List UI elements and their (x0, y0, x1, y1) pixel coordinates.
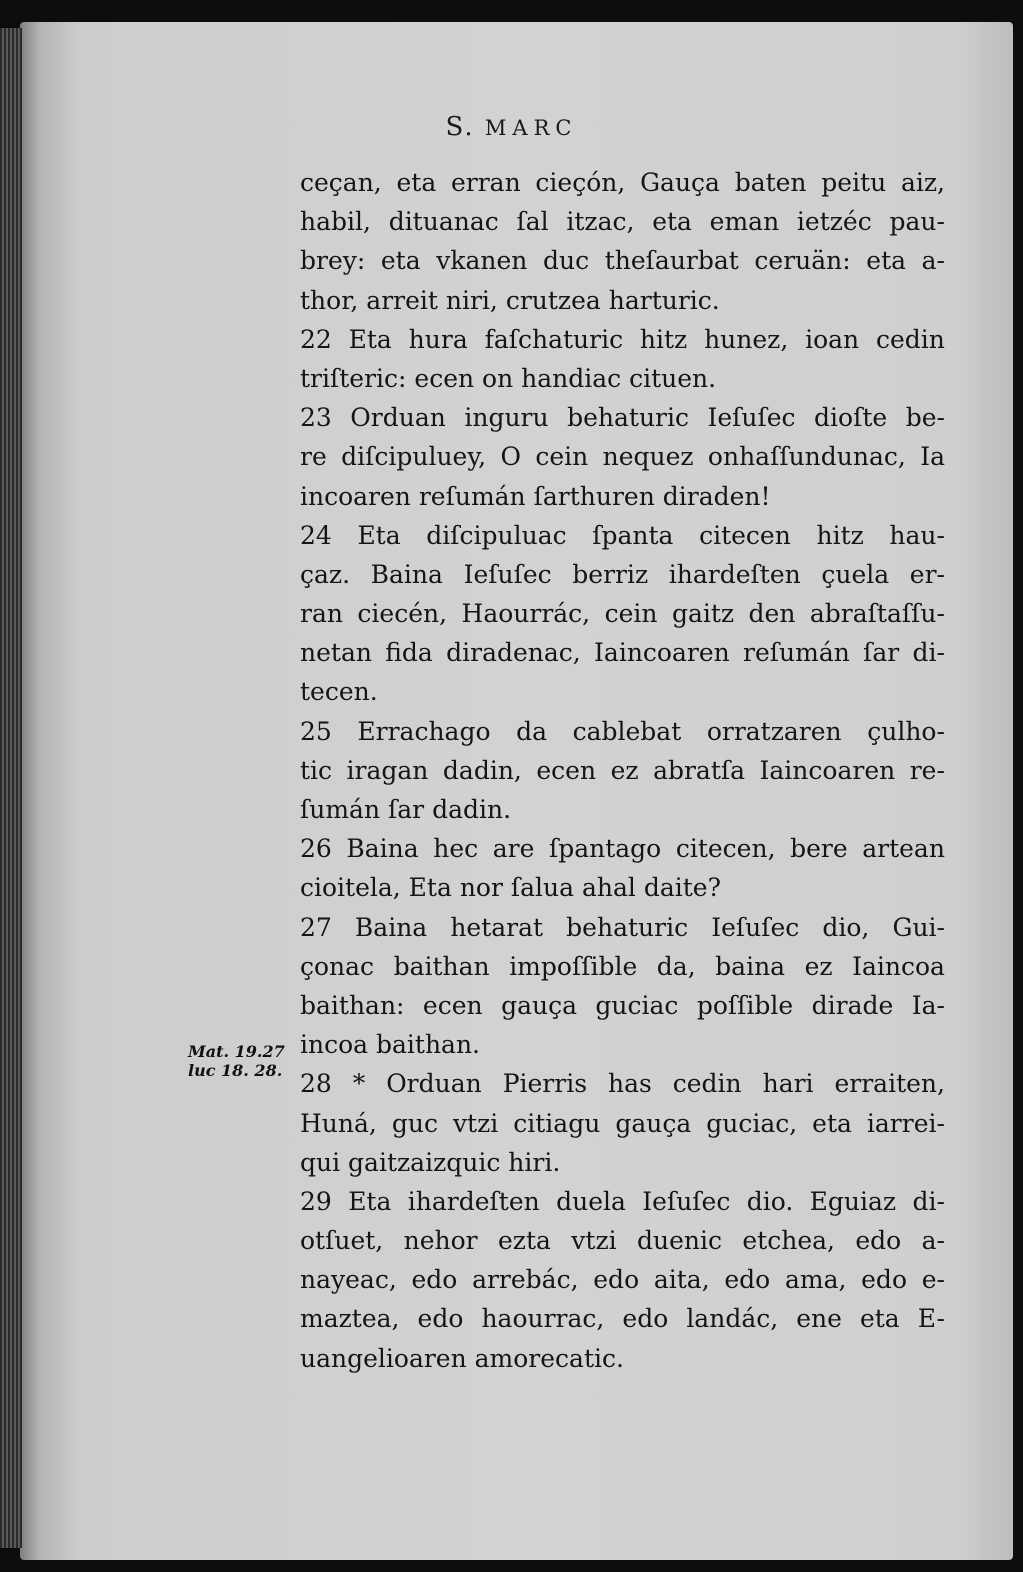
word: fida (385, 638, 433, 668)
word: den (748, 599, 796, 629)
word: di- (912, 1186, 945, 1216)
word: has (607, 1069, 652, 1099)
word: 23 (300, 403, 332, 433)
word: otſuet, (300, 1226, 384, 1256)
word: Iaincoaren (594, 638, 730, 668)
word: hau- (889, 520, 945, 550)
word: duc (543, 246, 590, 276)
text-line (300, 555, 945, 594)
text-line-content: qui gaitzaizquic hiri. (300, 1147, 561, 1177)
word: 22 (300, 324, 332, 354)
word: hunez, (704, 324, 789, 354)
word: baina (715, 951, 786, 981)
text-line (300, 359, 945, 398)
word: abraſtaſſu- (809, 599, 945, 629)
word: Ia (920, 442, 945, 472)
word: 28 (300, 1069, 332, 1099)
text-line (300, 1339, 945, 1378)
text-line-content: ſumán ſar dadin. (300, 795, 512, 824)
word: duenic (637, 1226, 723, 1256)
word: citecen, (675, 834, 776, 864)
word: Ieſuſec (707, 403, 796, 433)
word: abratſa (653, 755, 746, 785)
word: guciac, (706, 1108, 798, 1138)
word: di- (912, 638, 945, 668)
word: edo (411, 1265, 458, 1295)
word: dirade (811, 990, 894, 1020)
book-spine-edge (0, 28, 22, 1548)
word: çaz. (300, 559, 351, 589)
text-line (300, 633, 945, 672)
text-line (300, 1104, 945, 1143)
word: diſcipuluey, (341, 442, 487, 472)
header-title: MARC (484, 116, 578, 140)
word: peitu (821, 168, 887, 197)
word: citecen (699, 520, 791, 550)
word: iarrei- (866, 1108, 945, 1138)
word: ciecén, (357, 599, 448, 629)
word: aiz, (900, 168, 945, 197)
word: ceruän: (754, 246, 851, 276)
word: edo (622, 1304, 669, 1334)
text-line (300, 594, 945, 633)
word: Orduan (350, 403, 446, 433)
text-line (300, 163, 945, 202)
header-prefix: S. (445, 112, 485, 142)
word: impoſſible (509, 951, 638, 981)
word: da, (656, 951, 696, 981)
word: maztea, (300, 1304, 400, 1334)
word: erraiten, (834, 1069, 945, 1099)
word: bere (790, 834, 848, 864)
word: eta (396, 168, 437, 197)
word: edo (417, 1304, 464, 1334)
word: hetarat (450, 912, 544, 942)
word: hitz (816, 520, 864, 550)
word: cedin (672, 1069, 742, 1099)
text-line (300, 829, 945, 868)
word: netan (300, 638, 372, 668)
word: ecen (422, 990, 483, 1020)
text-line (300, 947, 945, 986)
text-line-content: triſteric: ecen on handiac cituen. (300, 363, 717, 393)
word: ſar (863, 638, 900, 668)
word: ezta (498, 1226, 551, 1256)
text-line (300, 712, 945, 751)
text-line (300, 1182, 945, 1221)
word: are (492, 834, 535, 864)
text-line (300, 1064, 945, 1103)
word: eta (859, 1304, 900, 1334)
text-line (300, 790, 945, 829)
word: Gui- (892, 912, 945, 942)
text-line (300, 672, 945, 711)
word: pau- (889, 207, 945, 237)
text-line (300, 202, 945, 241)
word: eta (380, 246, 421, 276)
text-line (300, 477, 945, 516)
word: artean (862, 834, 945, 864)
word: behaturic (566, 912, 689, 942)
word: guciac (595, 990, 679, 1020)
word: ene (796, 1304, 842, 1334)
word: a- (921, 1226, 945, 1256)
text-line-content: uangelioaren amorecatic. (300, 1343, 624, 1373)
text-line-content: incoaren reſumán ſarthuren diraden! (300, 481, 771, 511)
word: 26 (300, 834, 332, 864)
word: Iaincoaren (759, 755, 896, 785)
word: Eta (348, 324, 392, 354)
word: Eta (348, 1186, 392, 1216)
text-line (300, 1299, 945, 1338)
word: ecen (536, 755, 597, 785)
text-line-content: cioitela, Eta nor ſalua ahal daite? (300, 873, 721, 903)
word: citiagu (513, 1108, 601, 1138)
word: 25 (300, 716, 332, 746)
word: da (516, 716, 548, 746)
text-line (300, 1260, 945, 1299)
word: vtzi (452, 1108, 499, 1138)
word: duela (556, 1186, 626, 1216)
word: cein (535, 442, 589, 472)
word: poſſible (696, 990, 794, 1020)
word: edo (593, 1265, 640, 1295)
text-line (300, 751, 945, 790)
word: ſal (516, 207, 549, 237)
word: diſcipuluac (426, 520, 567, 550)
word: etchea, (742, 1226, 835, 1256)
text-line (300, 281, 945, 320)
word: gaitz (671, 599, 735, 629)
word: ioan (805, 324, 860, 354)
word: Eta (357, 520, 401, 550)
word: ihardeſten (407, 1186, 540, 1216)
text-line (300, 516, 945, 555)
word: erran (450, 168, 521, 197)
word: brey: (300, 246, 366, 276)
word: hitz (639, 324, 688, 354)
word: faſchaturic (484, 324, 624, 354)
word: inguru (464, 403, 549, 433)
text-line (300, 908, 945, 947)
word: aita, (653, 1265, 710, 1295)
word: cablebat (572, 716, 682, 746)
word: Baina (370, 559, 443, 589)
word: ez (610, 755, 639, 785)
word: cieçón, (535, 168, 626, 197)
word: hari (762, 1069, 814, 1099)
word: iragan (346, 755, 429, 785)
word: behaturic (567, 403, 689, 433)
text-line (300, 398, 945, 437)
word: e- (921, 1265, 945, 1295)
text-line (300, 986, 945, 1025)
word: berriz (572, 559, 649, 589)
word: dadin, (442, 755, 522, 785)
word: a- (921, 246, 945, 276)
word: cein (604, 599, 658, 629)
word: ietzéc (796, 207, 872, 237)
word: hec (433, 834, 479, 864)
word: ſpantago (548, 834, 662, 864)
word: 27 (300, 912, 332, 942)
word: Ia- (911, 990, 945, 1020)
word: eta (652, 207, 692, 237)
text-line-content: tecen. (300, 677, 378, 707)
word: cedin (876, 324, 945, 354)
word: reſumán (743, 638, 850, 668)
word: hura (408, 324, 468, 354)
word: gauça (615, 1108, 692, 1138)
word: ſpanta (592, 520, 674, 550)
word: itzac, (566, 207, 635, 237)
word: nequez (602, 442, 694, 472)
text-line (300, 1025, 945, 1064)
word: vtzi (571, 1226, 617, 1256)
word: tic (300, 755, 333, 785)
text-line (300, 320, 945, 359)
word: er- (909, 559, 945, 589)
word: habil, (300, 207, 371, 237)
word: re- (909, 755, 945, 785)
word: vkanen (436, 246, 528, 276)
word: Huná, (300, 1108, 377, 1138)
word: be- (905, 403, 945, 433)
word: dituanac (388, 207, 499, 237)
word: eman (709, 207, 780, 237)
word: arrebác, (472, 1265, 579, 1295)
word: ran (300, 599, 343, 629)
word: eta (866, 246, 907, 276)
word: ceçan, (300, 168, 382, 197)
word: baithan: (300, 990, 405, 1020)
word: Orduan (386, 1069, 482, 1099)
text-line (300, 1143, 945, 1182)
word: * (352, 1069, 366, 1099)
margin-reference (188, 1042, 285, 1080)
word: 24 (300, 520, 332, 550)
margin-reference-line-2: luc 18. 28. (188, 1061, 283, 1080)
word: Errachago (357, 716, 491, 746)
text-line (300, 437, 945, 476)
word: eta (812, 1108, 852, 1138)
word: haourrac, (481, 1304, 605, 1334)
word: baten (734, 168, 807, 197)
word: onhaſſundunac, (707, 442, 906, 472)
text-line (300, 868, 945, 907)
word: edo (861, 1265, 907, 1295)
word: Gauça (640, 168, 720, 197)
word: E- (917, 1304, 945, 1334)
text-line-content: thor, arreit niri, crutzea harturic. (300, 285, 720, 315)
text-line (300, 241, 945, 280)
word: orratzaren (706, 716, 842, 746)
word: nehor (403, 1226, 478, 1256)
word: Baina (346, 834, 419, 864)
word: Pierris (502, 1069, 588, 1099)
word: Ieſuſec (711, 912, 800, 942)
margin-reference-line-1: Mat. 19.27 (188, 1042, 285, 1061)
word: Iaincoa (852, 951, 945, 981)
word: landác, (686, 1304, 779, 1334)
word: çuela (821, 559, 890, 589)
word: Ieſuſec (642, 1186, 731, 1216)
word: Baina (354, 912, 428, 942)
word: edo (855, 1226, 902, 1256)
word: dio. (746, 1186, 794, 1216)
word: ez (804, 951, 833, 981)
word: Ieſuſec (463, 559, 552, 589)
word: Haourrác, (461, 599, 591, 629)
word: diradenac, (446, 638, 581, 668)
word: O (500, 442, 521, 472)
verse-text-body (300, 163, 945, 1378)
running-header (0, 112, 1023, 142)
word: dio, (822, 912, 870, 942)
word: guc (391, 1108, 438, 1138)
word: theſaurbat (604, 246, 739, 276)
word: nayeac, (300, 1265, 397, 1295)
word: çonac (300, 951, 375, 981)
word: baithan (393, 951, 490, 981)
text-line-content: incoa baithan. (300, 1030, 481, 1060)
word: gauça (501, 990, 577, 1020)
word: 29 (300, 1186, 332, 1216)
word: Eguiaz (809, 1186, 897, 1216)
word: edo (724, 1265, 771, 1295)
word: re (300, 442, 327, 472)
word: çulho- (867, 716, 945, 746)
word: dioſte (814, 403, 888, 433)
word: ama, (784, 1265, 847, 1295)
text-line (300, 1221, 945, 1260)
word: ihardeſten (668, 559, 801, 589)
